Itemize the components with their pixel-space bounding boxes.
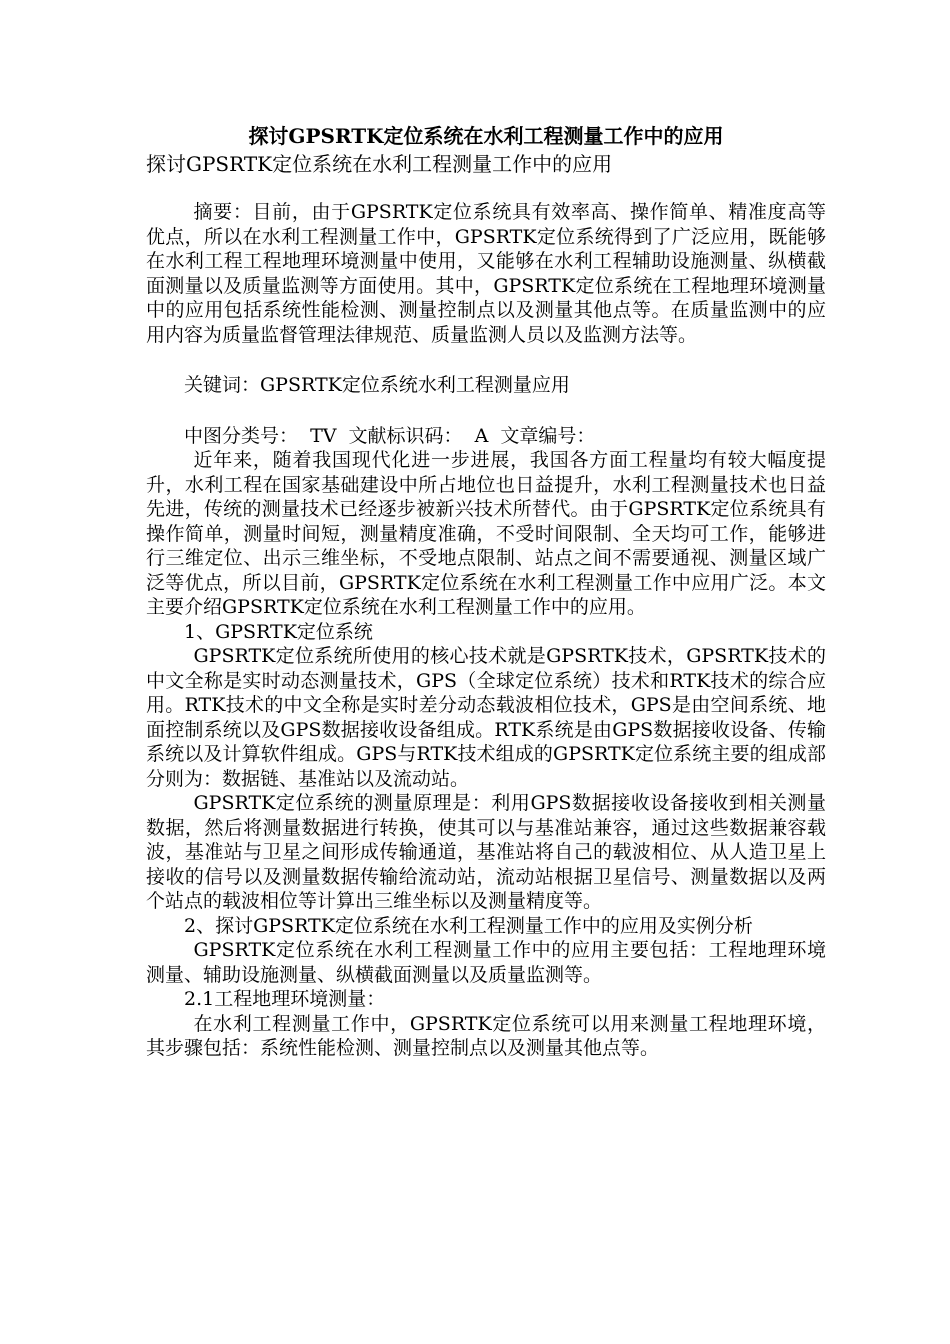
section-2-paragraph-1: GPSRTK定位系统在水利工程测量工作中的应用主要包括：工程地理环境测量、辅助设施测量、纵横截面测量以及质量监测等。: [146, 939, 826, 986]
spacer: [146, 347, 826, 373]
section-1-heading: 1、GPSRTK定位系统: [184, 620, 373, 643]
spacer: [146, 398, 826, 424]
spacer: [146, 178, 826, 200]
section-1-paragraph-2: GPSRTK定位系统的测量原理是：利用GPS数据接收设备接收到相关测量数据，然后将测量数据进行转换，使其可以与基准站兼容，通过这些数据兼容载波，基准站与卫星之间形成传输通道，基准站将自己的载波相位、从人造卫星上接收的信号以及测量数据传输给流动站，流动站根据卫星信号、测量数据以及两个站点的载波相位等计算出三维坐标以及测量精度等。: [146, 792, 826, 912]
section-1-paragraph-1: GPSRTK定位系统所使用的核心技术就是GPSRTK技术，GPSRTK技术的中文全称是实时动态测量技术，GPS（全球定位系统）技术和RTK技术的综合应用。RTK技术的中文全称是实时差分动态载波相位技术，GPS是由空间系统、地面控制系统以及GPS数据接收设备组成。RTK系统是由GPS数据接收设备、传输系统以及计算软件组成。GPS与RTK技术组成的GPSRTK定位系统主要的组成部分则为：数据链、基准站以及流动站。: [146, 645, 826, 790]
keywords-line: 关键词：GPSRTK定位系统水利工程测量应用: [184, 374, 570, 396]
classification-line: 中图分类号： TV 文献标识码： A 文章编号：: [184, 424, 596, 447]
section-2-1-heading: 2.1工程地理环境测量：: [184, 988, 386, 1010]
abstract-paragraph: 摘要：目前，由于GPSRTK定位系统具有效率高、操作简单、精准度高等优点，所以在水利工程测量工作中，GPSRTK定位系统得到了广泛应用，既能够在水利工程工程地理环境测量中使用，又能够在水利工程辅助设施测量、纵横截面测量以及质量监测等方面使用。其中，GPSRTK定位系统在工程地理环境测量中的应用包括系统性能检测、测量控制点以及测量其他点等。在质量监测中的应用内容为质量监督管理法律规范、质量监测人员以及监测方法等。: [146, 201, 826, 346]
document-title: 探讨GPSRTK定位系统在水利工程测量工作中的应用: [248, 124, 724, 148]
document-subtitle: 探讨GPSRTK定位系统在水利工程测量工作中的应用: [146, 152, 613, 176]
document-page: [146, 122, 826, 1061]
section-2-1-paragraph-1: 在水利工程测量工作中，GPSRTK定位系统可以用来测量工程地理环境，其步骤包括：系统性能检测、测量控制点以及测量其他点等。: [146, 1012, 826, 1059]
intro-paragraph: 近年来，随着我国现代化进一步进展，我国各方面工程量均有较大幅度提升，水利工程在国家基础建设中所占地位也日益提升，水利工程测量技术也日益先进，传统的测量技术已经逐步被新兴技术所替代。由于GPSRTK定位系统具有操作简单，测量时间短，测量精度准确，不受时间限制、全天均可工作，能够进行三维定位、出示三维坐标，不受地点限制、站点之间不需要通视、测量区域广泛等优点，所以目前，GPSRTK定位系统在水利工程测量工作中应用广泛。本文主要介绍GPSRTK定位系统在水利工程测量工作中的应用。: [146, 449, 826, 618]
section-2-heading: 2、探讨GPSRTK定位系统在水利工程测量工作中的应用及实例分析: [184, 914, 753, 937]
